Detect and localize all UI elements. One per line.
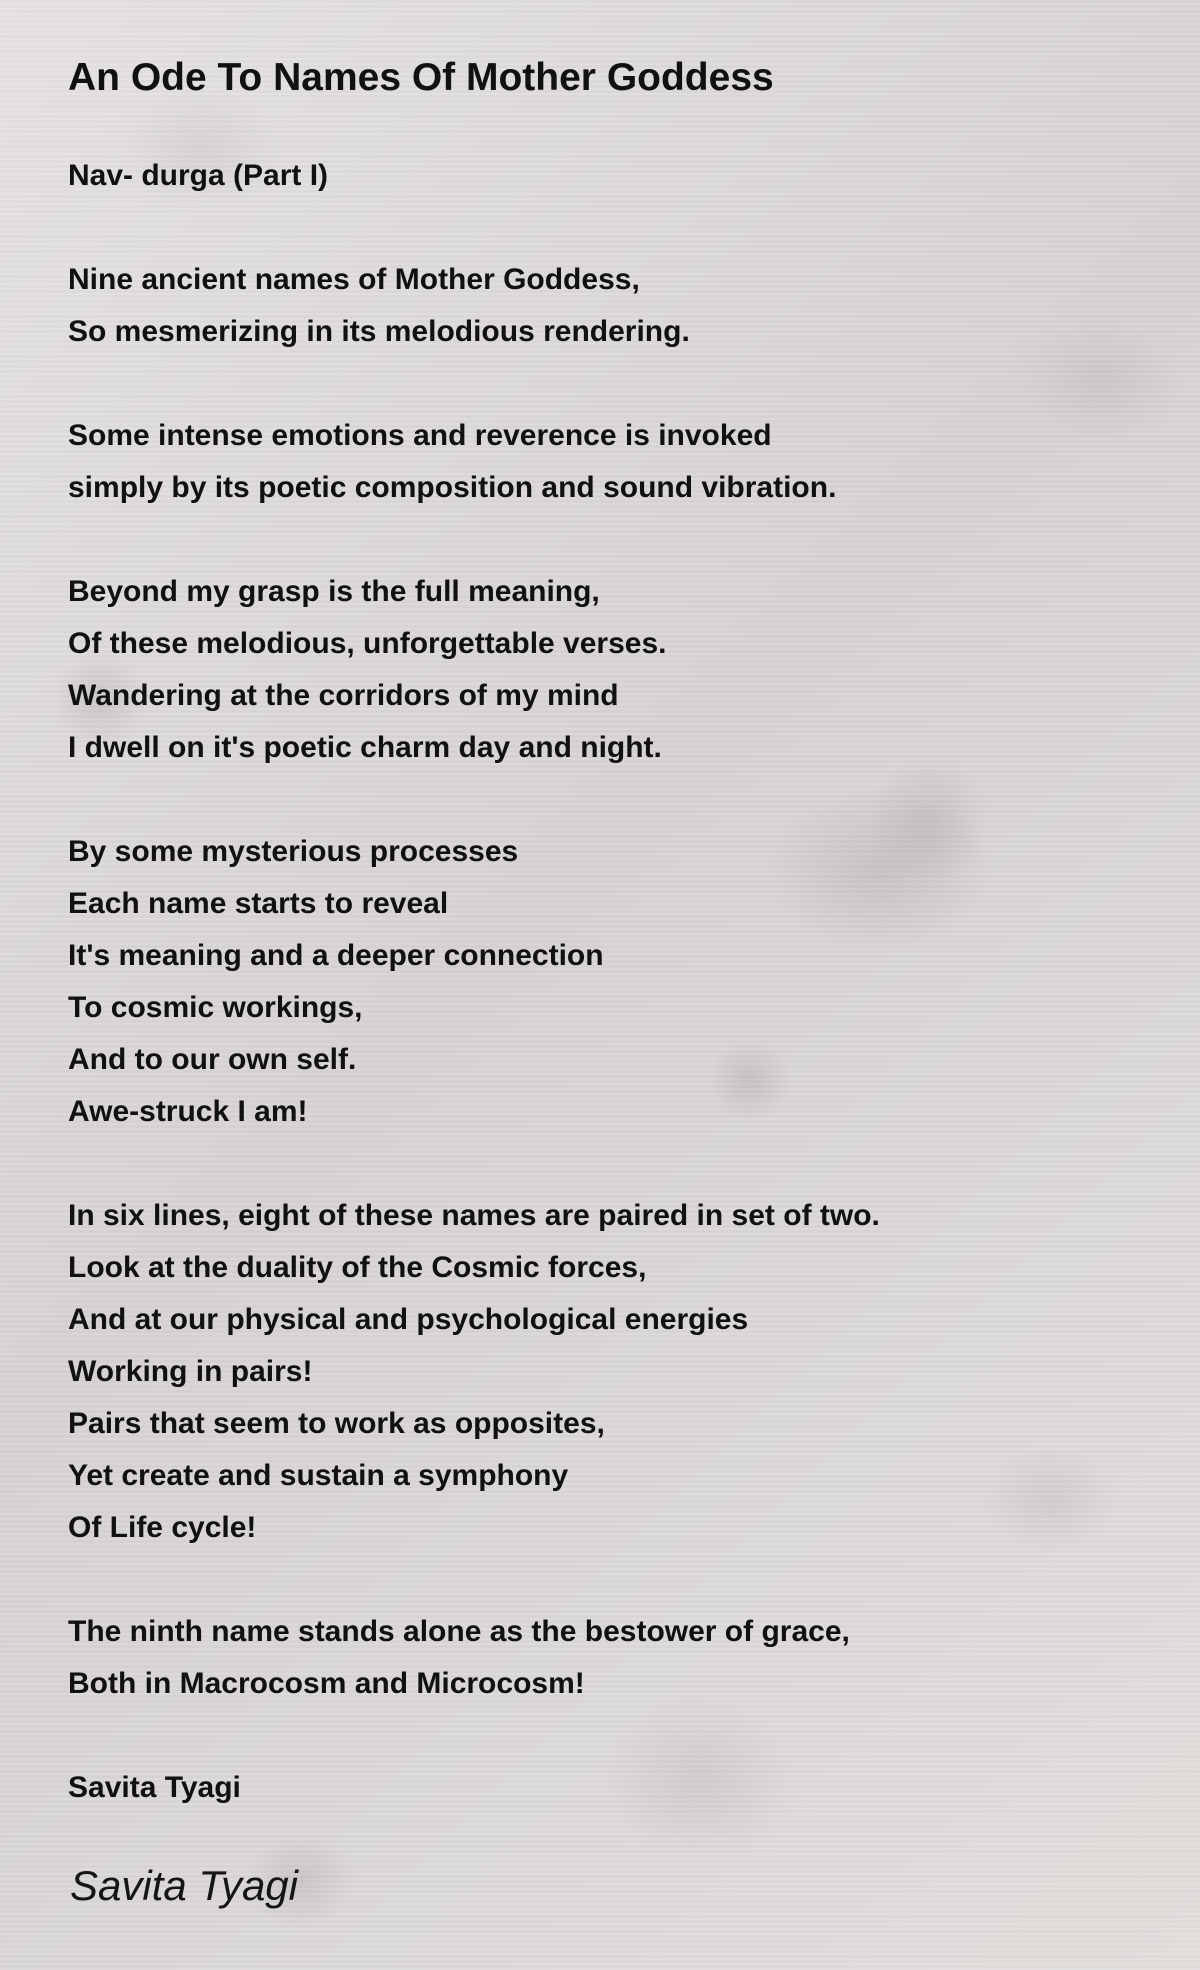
poem-container [68,48,1148,1814]
stanza-6 [68,1606,1148,1710]
poem-line: Beyond my grasp is the full meaning, [68,575,600,608]
author-signature: Savita Tyagi [70,1862,298,1909]
poem-line: Some intense emotions and reverence is invoked [68,419,772,452]
poem-line: Pairs that seem to work as opposites, [68,1407,605,1440]
poem-line: Both in Macrocosm and Microcosm! [68,1667,585,1700]
poem-line: And to our own self. [68,1043,357,1076]
poem-line: Look at the duality of the Cosmic forces, [68,1251,647,1284]
poem-author: Savita Tyagi [68,1771,241,1804]
poem-line: Awe-struck I am! [68,1095,308,1128]
stanza-4 [68,826,1148,1138]
poem-line: Of these melodious, unforgettable verses. [68,627,667,660]
poem-title: An Ode To Names Of Mother Goddess [68,56,774,99]
poem-line: Working in pairs! [68,1355,313,1388]
poem-line: To cosmic workings, [68,991,363,1024]
poem-line: Nine ancient names of Mother Goddess, [68,263,640,296]
poem-line: Yet create and sustain a symphony [68,1459,569,1492]
poem-line: simply by its poetic composition and sound vibration. [68,471,837,504]
poem-line: So mesmerizing in its melodious rendering. [68,315,690,348]
poem-line: I dwell on it's poetic charm day and night. [68,731,662,764]
stanza-5 [68,1190,1148,1554]
poem-line: Wandering at the corridors of my mind [68,679,619,712]
poem-line: Each name starts to reveal [68,887,449,920]
poem-line: And at our physical and psychological energies [68,1303,749,1336]
poem-line: By some mysterious processes [68,835,519,868]
poem-line: Of Life cycle! [68,1511,257,1544]
poem-line: The ninth name stands alone as the bestower of grace, [68,1615,850,1648]
poem-line: In six lines, eight of these names are paired in set of two. [68,1199,880,1232]
stanza-3 [68,566,1148,774]
poem-line: It's meaning and a deeper connection [68,939,604,972]
stanza-1 [68,254,1148,358]
stanza-2 [68,410,1148,514]
poem-subtitle: Nav- durga (Part I) [68,159,329,192]
